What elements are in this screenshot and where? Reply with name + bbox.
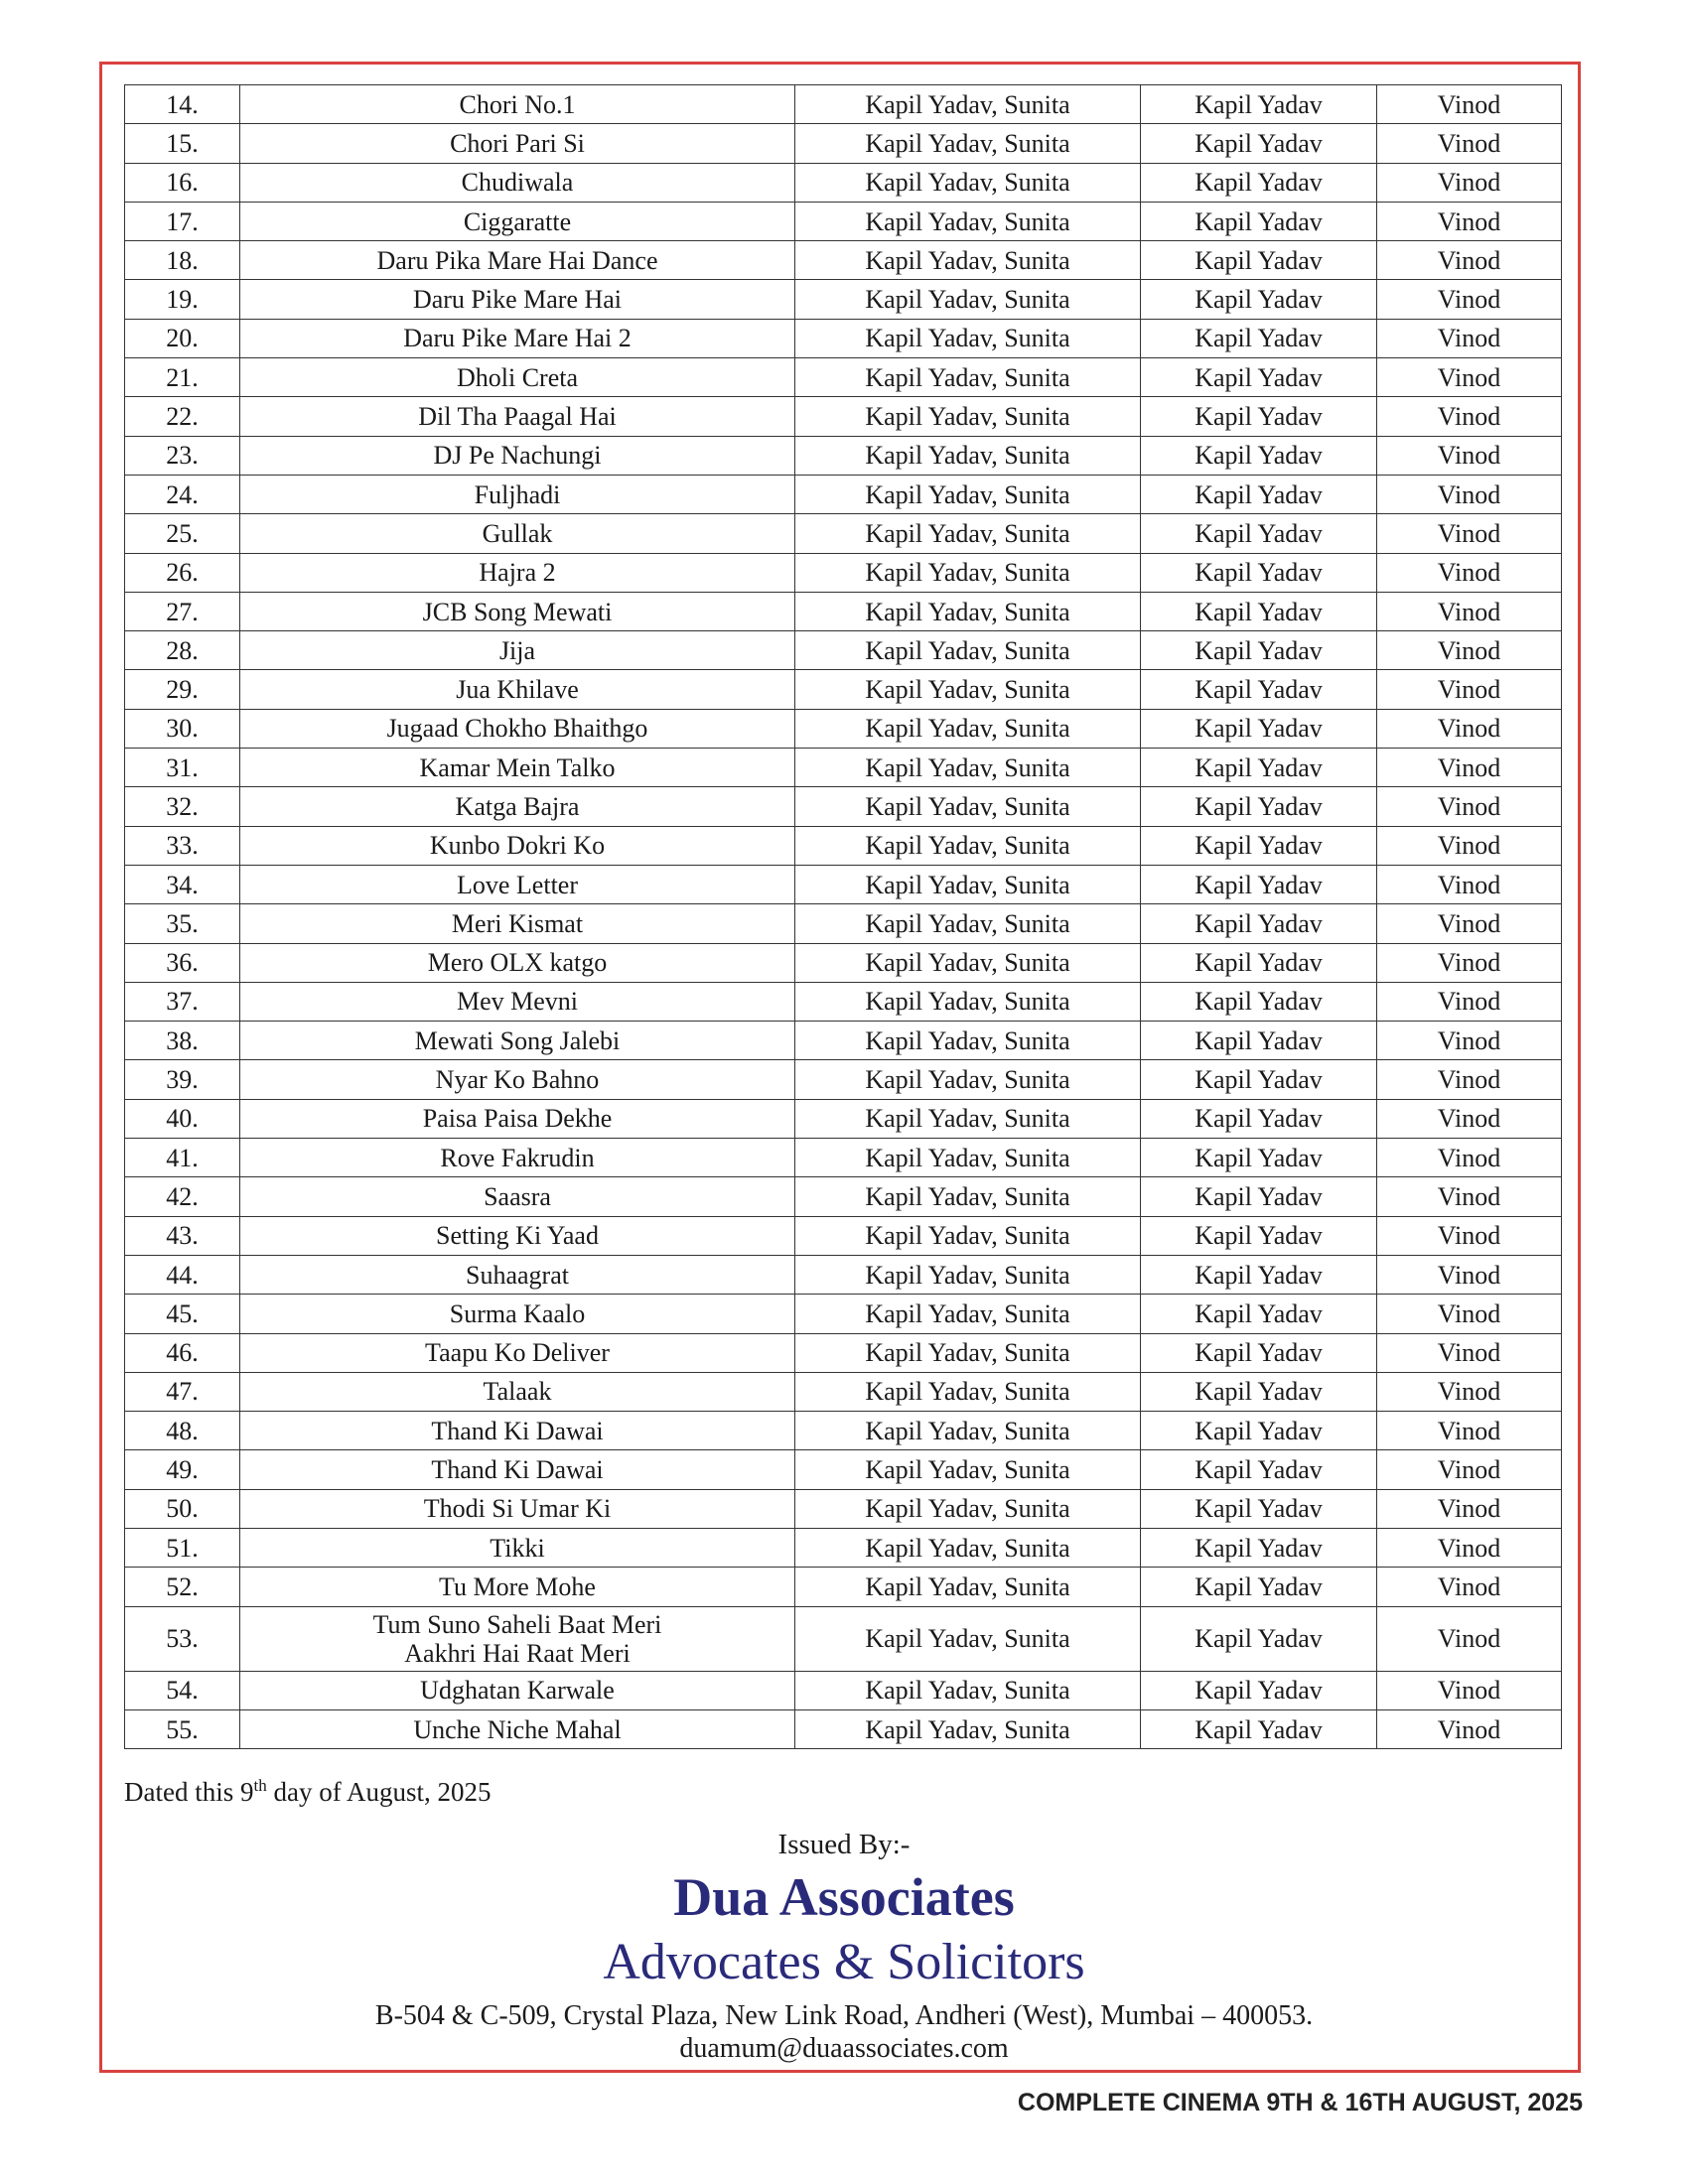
lyricist-cell: Kapil Yadav — [1141, 1295, 1377, 1333]
song-title-cell: Kamar Mein Talko — [240, 749, 795, 787]
song-title-cell: Dil Tha Paagal Hai — [240, 397, 795, 436]
lyricist-cell: Kapil Yadav — [1141, 592, 1377, 630]
song-title-cell: Mev Mevni — [240, 982, 795, 1021]
singers-cell: Kapil Yadav, Sunita — [795, 1489, 1141, 1528]
lyricist-cell: Kapil Yadav — [1141, 1099, 1377, 1138]
singers-cell: Kapil Yadav, Sunita — [795, 865, 1141, 903]
row-number-cell: 30. — [125, 709, 240, 748]
singers-cell: Kapil Yadav, Sunita — [795, 397, 1141, 436]
singers-cell: Kapil Yadav, Sunita — [795, 1671, 1141, 1709]
table-row — [125, 553, 1562, 592]
table-row — [125, 1412, 1562, 1450]
song-title-cell: Thodi Si Umar Ki — [240, 1489, 795, 1528]
table-row — [125, 865, 1562, 903]
composer-cell: Vinod — [1377, 241, 1562, 280]
lyricist-cell: Kapil Yadav — [1141, 397, 1377, 436]
row-number-cell: 43. — [125, 1216, 240, 1255]
composer-cell: Vinod — [1377, 1450, 1562, 1489]
row-number-cell: 44. — [125, 1255, 240, 1294]
composer-cell: Vinod — [1377, 631, 1562, 670]
table-row — [125, 709, 1562, 748]
composer-cell: Vinod — [1377, 475, 1562, 513]
song-title-cell: Taapu Ko Deliver — [240, 1333, 795, 1372]
song-title-cell: Daru Pike Mare Hai 2 — [240, 319, 795, 357]
singers-cell: Kapil Yadav, Sunita — [795, 943, 1141, 982]
composer-cell: Vinod — [1377, 358, 1562, 397]
table-row — [125, 319, 1562, 357]
song-title-cell: Chudiwala — [240, 163, 795, 202]
table-row — [125, 943, 1562, 982]
row-number-cell: 19. — [125, 280, 240, 319]
table-row — [125, 1060, 1562, 1099]
lyricist-cell: Kapil Yadav — [1141, 1671, 1377, 1709]
row-number-cell: 22. — [125, 397, 240, 436]
lyricist-cell: Kapil Yadav — [1141, 631, 1377, 670]
singers-cell: Kapil Yadav, Sunita — [795, 280, 1141, 319]
row-number-cell: 51. — [125, 1528, 240, 1567]
lyricist-cell: Kapil Yadav — [1141, 280, 1377, 319]
singers-cell: Kapil Yadav, Sunita — [795, 1295, 1141, 1333]
composer-cell: Vinod — [1377, 1528, 1562, 1567]
table-row — [125, 1139, 1562, 1177]
song-title-cell: Tum Suno Saheli Baat Meri Aakhri Hai Raat Meri — [240, 1606, 795, 1671]
lyricist-cell: Kapil Yadav — [1141, 553, 1377, 592]
composer-cell: Vinod — [1377, 1099, 1562, 1138]
singers-cell: Kapil Yadav, Sunita — [795, 1139, 1141, 1177]
table-row — [125, 1450, 1562, 1489]
composer-cell: Vinod — [1377, 514, 1562, 553]
table-row — [125, 1671, 1562, 1709]
song-title-cell: Setting Ki Yaad — [240, 1216, 795, 1255]
table-row — [125, 826, 1562, 865]
lyricist-cell: Kapil Yadav — [1141, 826, 1377, 865]
composer-cell: Vinod — [1377, 787, 1562, 826]
composer-cell: Vinod — [1377, 709, 1562, 748]
dated-prefix: Dated this 9 — [124, 1777, 254, 1807]
issued-by-label: Issued By:- — [777, 1829, 911, 1860]
song-title-cell: Meri Kismat — [240, 904, 795, 943]
lyricist-cell: Kapil Yadav — [1141, 749, 1377, 787]
composer-cell: Vinod — [1377, 826, 1562, 865]
song-title-cell: DJ Pe Nachungi — [240, 436, 795, 475]
song-title-cell: Jija — [240, 631, 795, 670]
song-title-cell: Daru Pika Mare Hai Dance — [240, 241, 795, 280]
song-title-cell: Gullak — [240, 514, 795, 553]
table-row — [125, 514, 1562, 553]
singers-cell: Kapil Yadav, Sunita — [795, 787, 1141, 826]
lyricist-cell: Kapil Yadav — [1141, 787, 1377, 826]
singers-cell: Kapil Yadav, Sunita — [795, 1333, 1141, 1372]
firm-subtitle: Advocates & Solicitors — [603, 1934, 1085, 1990]
lyricist-cell: Kapil Yadav — [1141, 358, 1377, 397]
lyricist-cell: Kapil Yadav — [1141, 124, 1377, 163]
table-row — [125, 631, 1562, 670]
table-row — [125, 163, 1562, 202]
row-number-cell: 24. — [125, 475, 240, 513]
song-title-cell: Mewati Song Jalebi — [240, 1022, 795, 1060]
composer-cell: Vinod — [1377, 1709, 1562, 1748]
song-title-cell: Fuljhadi — [240, 475, 795, 513]
lyricist-cell: Kapil Yadav — [1141, 982, 1377, 1021]
composer-cell: Vinod — [1377, 1568, 1562, 1606]
song-title-cell: Jugaad Chokho Bhaithgo — [240, 709, 795, 748]
lyricist-cell: Kapil Yadav — [1141, 1606, 1377, 1671]
lyricist-cell: Kapil Yadav — [1141, 1709, 1377, 1748]
table-row — [125, 475, 1562, 513]
table-row — [125, 436, 1562, 475]
singers-cell: Kapil Yadav, Sunita — [795, 475, 1141, 513]
table-row — [125, 358, 1562, 397]
row-number-cell: 49. — [125, 1450, 240, 1489]
lyricist-cell: Kapil Yadav — [1141, 865, 1377, 903]
composer-cell: Vinod — [1377, 749, 1562, 787]
song-title-cell: Thand Ki Dawai — [240, 1412, 795, 1450]
singers-cell: Kapil Yadav, Sunita — [795, 1709, 1141, 1748]
singers-cell: Kapil Yadav, Sunita — [795, 670, 1141, 709]
lyricist-cell: Kapil Yadav — [1141, 709, 1377, 748]
composer-cell: Vinod — [1377, 202, 1562, 240]
singers-cell: Kapil Yadav, Sunita — [795, 1177, 1141, 1216]
song-title-cell: Daru Pike Mare Hai — [240, 280, 795, 319]
row-number-cell: 28. — [125, 631, 240, 670]
singers-cell: Kapil Yadav, Sunita — [795, 982, 1141, 1021]
composer-cell: Vinod — [1377, 1139, 1562, 1177]
singers-cell: Kapil Yadav, Sunita — [795, 319, 1141, 357]
lyricist-cell: Kapil Yadav — [1141, 1372, 1377, 1411]
song-title-cell: Rove Fakrudin — [240, 1139, 795, 1177]
lyricist-cell: Kapil Yadav — [1141, 475, 1377, 513]
table-row — [125, 982, 1562, 1021]
table-row — [125, 749, 1562, 787]
table-row — [125, 1216, 1562, 1255]
song-title-cell: Mero OLX katgo — [240, 943, 795, 982]
row-number-cell: 34. — [125, 865, 240, 903]
composer-cell: Vinod — [1377, 982, 1562, 1021]
singers-cell: Kapil Yadav, Sunita — [795, 631, 1141, 670]
table-row — [125, 397, 1562, 436]
composer-cell: Vinod — [1377, 1177, 1562, 1216]
song-title-cell: Love Letter — [240, 865, 795, 903]
row-number-cell: 27. — [125, 592, 240, 630]
row-number-cell: 46. — [125, 1333, 240, 1372]
table-row — [125, 592, 1562, 630]
table-row — [125, 202, 1562, 240]
publication-footer: COMPLETE CINEMA 9TH & 16TH AUGUST, 2025 — [1017, 2089, 1583, 2116]
table-row — [125, 241, 1562, 280]
row-number-cell: 55. — [125, 1709, 240, 1748]
singers-cell: Kapil Yadav, Sunita — [795, 202, 1141, 240]
composer-cell: Vinod — [1377, 1372, 1562, 1411]
song-title-cell: Suhaagrat — [240, 1255, 795, 1294]
song-title-cell: Hajra 2 — [240, 553, 795, 592]
table-row — [125, 787, 1562, 826]
row-number-cell: 29. — [125, 670, 240, 709]
composer-cell: Vinod — [1377, 865, 1562, 903]
lyricist-cell: Kapil Yadav — [1141, 1333, 1377, 1372]
row-number-cell: 42. — [125, 1177, 240, 1216]
row-number-cell: 32. — [125, 787, 240, 826]
row-number-cell: 50. — [125, 1489, 240, 1528]
dated-suffix: day of August, 2025 — [266, 1777, 492, 1807]
table-row — [125, 1177, 1562, 1216]
row-number-cell: 38. — [125, 1022, 240, 1060]
table-row — [125, 1295, 1562, 1333]
singers-cell: Kapil Yadav, Sunita — [795, 553, 1141, 592]
singers-cell: Kapil Yadav, Sunita — [795, 1099, 1141, 1138]
lyricist-cell: Kapil Yadav — [1141, 1216, 1377, 1255]
singers-cell: Kapil Yadav, Sunita — [795, 1255, 1141, 1294]
song-title-cell: Kunbo Dokri Ko — [240, 826, 795, 865]
composer-cell: Vinod — [1377, 1412, 1562, 1450]
composer-cell: Vinod — [1377, 1295, 1562, 1333]
row-number-cell: 36. — [125, 943, 240, 982]
table-row — [125, 1489, 1562, 1528]
table-row — [125, 1372, 1562, 1411]
composer-cell: Vinod — [1377, 1255, 1562, 1294]
table-row — [125, 124, 1562, 163]
table-row — [125, 1606, 1562, 1671]
songs-table-body — [125, 85, 1562, 1749]
singers-cell: Kapil Yadav, Sunita — [795, 1528, 1141, 1567]
lyricist-cell: Kapil Yadav — [1141, 514, 1377, 553]
row-number-cell: 39. — [125, 1060, 240, 1099]
row-number-cell: 47. — [125, 1372, 240, 1411]
lyricist-cell: Kapil Yadav — [1141, 85, 1377, 124]
firm-address: B-504 & C-509, Crystal Plaza, New Link Road, Andheri (West), Mumbai – 400053. — [374, 2000, 1314, 2031]
lyricist-cell: Kapil Yadav — [1141, 1022, 1377, 1060]
table-row — [125, 1568, 1562, 1606]
song-title-cell: Tu More Mohe — [240, 1568, 795, 1606]
singers-cell: Kapil Yadav, Sunita — [795, 85, 1141, 124]
song-title-cell: Chori No.1 — [240, 85, 795, 124]
row-number-cell: 53. — [125, 1606, 240, 1671]
row-number-cell: 31. — [125, 749, 240, 787]
table-row — [125, 904, 1562, 943]
composer-cell: Vinod — [1377, 397, 1562, 436]
lyricist-cell: Kapil Yadav — [1141, 202, 1377, 240]
lyricist-cell: Kapil Yadav — [1141, 241, 1377, 280]
singers-cell: Kapil Yadav, Sunita — [795, 826, 1141, 865]
row-number-cell: 16. — [125, 163, 240, 202]
row-number-cell: 18. — [125, 241, 240, 280]
song-title-cell: Saasra — [240, 1177, 795, 1216]
singers-cell: Kapil Yadav, Sunita — [795, 124, 1141, 163]
table-row — [125, 1022, 1562, 1060]
singers-cell: Kapil Yadav, Sunita — [795, 1568, 1141, 1606]
table-row — [125, 1528, 1562, 1567]
firm-email: duamum@duaassociates.com — [679, 2033, 1009, 2064]
composer-cell: Vinod — [1377, 553, 1562, 592]
row-number-cell: 14. — [125, 85, 240, 124]
table-row — [125, 1099, 1562, 1138]
singers-cell: Kapil Yadav, Sunita — [795, 904, 1141, 943]
composer-cell: Vinod — [1377, 1333, 1562, 1372]
song-title-cell: Thand Ki Dawai — [240, 1450, 795, 1489]
row-number-cell: 35. — [125, 904, 240, 943]
singers-cell: Kapil Yadav, Sunita — [795, 1606, 1141, 1671]
song-title-cell: Talaak — [240, 1372, 795, 1411]
singers-cell: Kapil Yadav, Sunita — [795, 709, 1141, 748]
lyricist-cell: Kapil Yadav — [1141, 163, 1377, 202]
composer-cell: Vinod — [1377, 1671, 1562, 1709]
row-number-cell: 54. — [125, 1671, 240, 1709]
row-number-cell: 20. — [125, 319, 240, 357]
lyricist-cell: Kapil Yadav — [1141, 1060, 1377, 1099]
row-number-cell: 23. — [125, 436, 240, 475]
singers-cell: Kapil Yadav, Sunita — [795, 1216, 1141, 1255]
row-number-cell: 41. — [125, 1139, 240, 1177]
composer-cell: Vinod — [1377, 85, 1562, 124]
lyricist-cell: Kapil Yadav — [1141, 1412, 1377, 1450]
singers-cell: Kapil Yadav, Sunita — [795, 358, 1141, 397]
composer-cell: Vinod — [1377, 319, 1562, 357]
song-title-cell: Unche Niche Mahal — [240, 1709, 795, 1748]
singers-cell: Kapil Yadav, Sunita — [795, 514, 1141, 553]
composer-cell: Vinod — [1377, 1216, 1562, 1255]
lyricist-cell: Kapil Yadav — [1141, 943, 1377, 982]
song-title-cell: Katga Bajra — [240, 787, 795, 826]
composer-cell: Vinod — [1377, 280, 1562, 319]
singers-cell: Kapil Yadav, Sunita — [795, 163, 1141, 202]
singers-cell: Kapil Yadav, Sunita — [795, 436, 1141, 475]
composer-cell: Vinod — [1377, 1060, 1562, 1099]
row-number-cell: 45. — [125, 1295, 240, 1333]
lyricist-cell: Kapil Yadav — [1141, 1255, 1377, 1294]
lyricist-cell: Kapil Yadav — [1141, 1139, 1377, 1177]
row-number-cell: 21. — [125, 358, 240, 397]
song-title-cell: Paisa Paisa Dekhe — [240, 1099, 795, 1138]
composer-cell: Vinod — [1377, 1022, 1562, 1060]
lyricist-cell: Kapil Yadav — [1141, 1528, 1377, 1567]
song-title-cell: Chori Pari Si — [240, 124, 795, 163]
lyricist-cell: Kapil Yadav — [1141, 1489, 1377, 1528]
song-title-cell: Tikki — [240, 1528, 795, 1567]
song-title-cell: JCB Song Mewati — [240, 592, 795, 630]
table-row — [125, 1709, 1562, 1748]
singers-cell: Kapil Yadav, Sunita — [795, 1022, 1141, 1060]
composer-cell: Vinod — [1377, 904, 1562, 943]
row-number-cell: 48. — [125, 1412, 240, 1450]
lyricist-cell: Kapil Yadav — [1141, 1568, 1377, 1606]
song-title-cell: Dholi Creta — [240, 358, 795, 397]
row-number-cell: 17. — [125, 202, 240, 240]
song-title-cell: Jua Khilave — [240, 670, 795, 709]
row-number-cell: 25. — [125, 514, 240, 553]
composer-cell: Vinod — [1377, 436, 1562, 475]
songs-table — [124, 84, 1562, 1749]
table-row — [125, 1333, 1562, 1372]
composer-cell: Vinod — [1377, 943, 1562, 982]
row-number-cell: 26. — [125, 553, 240, 592]
song-title-cell: Ciggaratte — [240, 202, 795, 240]
table-row — [125, 1255, 1562, 1294]
composer-cell: Vinod — [1377, 1606, 1562, 1671]
row-number-cell: 52. — [125, 1568, 240, 1606]
lyricist-cell: Kapil Yadav — [1141, 1177, 1377, 1216]
singers-cell: Kapil Yadav, Sunita — [795, 1372, 1141, 1411]
lyricist-cell: Kapil Yadav — [1141, 904, 1377, 943]
row-number-cell: 15. — [125, 124, 240, 163]
composer-cell: Vinod — [1377, 670, 1562, 709]
composer-cell: Vinod — [1377, 592, 1562, 630]
composer-cell: Vinod — [1377, 1489, 1562, 1528]
row-number-cell: 40. — [125, 1099, 240, 1138]
table-row — [125, 85, 1562, 124]
table-row — [125, 670, 1562, 709]
firm-name: Dua Associates — [673, 1867, 1015, 1927]
table-row — [125, 280, 1562, 319]
singers-cell: Kapil Yadav, Sunita — [795, 241, 1141, 280]
lyricist-cell: Kapil Yadav — [1141, 319, 1377, 357]
lyricist-cell: Kapil Yadav — [1141, 436, 1377, 475]
singers-cell: Kapil Yadav, Sunita — [795, 1450, 1141, 1489]
composer-cell: Vinod — [1377, 163, 1562, 202]
composer-cell: Vinod — [1377, 124, 1562, 163]
song-title-cell: Surma Kaalo — [240, 1295, 795, 1333]
row-number-cell: 37. — [125, 982, 240, 1021]
dated-line — [124, 1776, 491, 1808]
singers-cell: Kapil Yadav, Sunita — [795, 592, 1141, 630]
lyricist-cell: Kapil Yadav — [1141, 670, 1377, 709]
singers-cell: Kapil Yadav, Sunita — [795, 749, 1141, 787]
song-title-cell: Nyar Ko Bahno — [240, 1060, 795, 1099]
lyricist-cell: Kapil Yadav — [1141, 1450, 1377, 1489]
singers-cell: Kapil Yadav, Sunita — [795, 1412, 1141, 1450]
row-number-cell: 33. — [125, 826, 240, 865]
dated-ordinal-suffix: th — [253, 1776, 267, 1795]
singers-cell: Kapil Yadav, Sunita — [795, 1060, 1141, 1099]
song-title-cell: Udghatan Karwale — [240, 1671, 795, 1709]
